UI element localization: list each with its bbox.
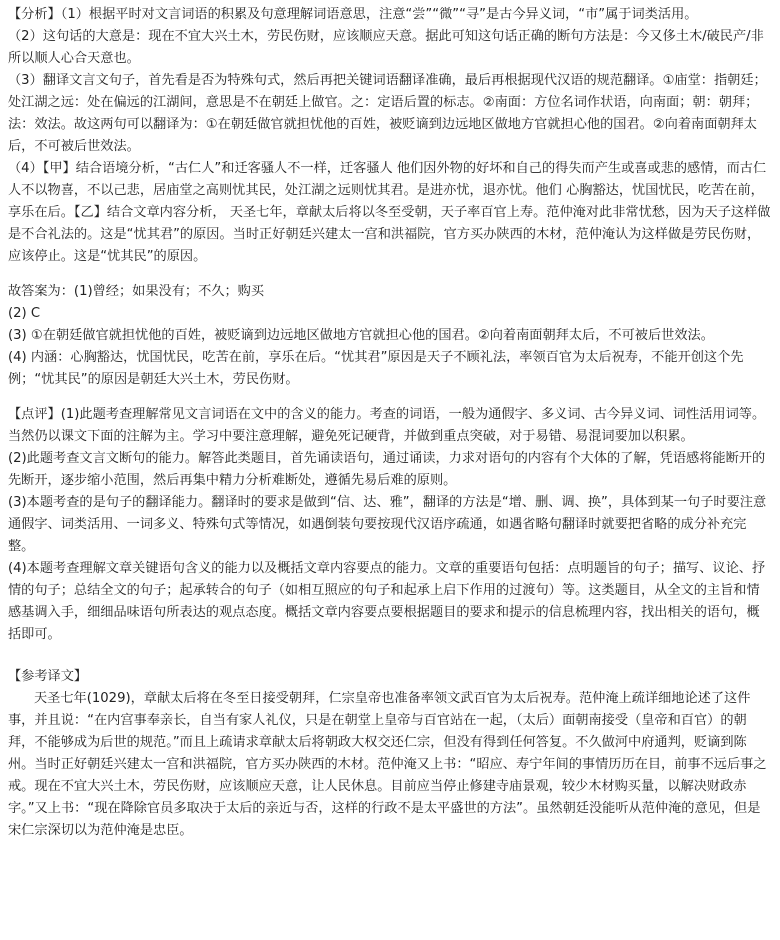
answer-item-4: (4) 内涵：心胸豁达，忧国忧民，吃苦在前，享乐在后。“忧其君”原因是天子不顾礼法，率领百官为太后祝寿，不能开创这个先例；“忧其民”的原因是朝廷大兴土木，劳民伤财。 [8, 350, 744, 387]
analysis-section [8, 4, 772, 268]
answer-item-2: (2) C [8, 306, 41, 321]
answer-item-3: (3) ①在朝廷做官就担忧他的百姓，被贬谪到边远地区做地方官就担心他的国君。②向着南面朝拜太后，不可被后世效法。 [8, 328, 714, 343]
translation-section [8, 666, 772, 842]
translation-body: 天圣七年(1029)，章献太后将在冬至日接受朝拜，仁宗皇帝也准备率领文武百官为太后祝寿。范仲淹上疏详细地论述了这件事，并且说：“在内宫事奉亲长，自当有家人礼仪，只是在朝堂上皇帝与百官站在一起，（太后）面朝南接受（皇帝和百官）的朝拜，不能够成为后世的规范。”而且上疏请求章献太后将朝政大权交还仁宗，但没有得到任何答复。不久做河中府通判，贬谪到陈州。当时正好朝廷兴建太一宫和洪福院，官方买办陕西的木材。范仲淹又上书：“昭应、寿宁年间的事情历历在目，前事不远后事之戒。现在不宜大兴土木，劳民伤财，应该顺应天意，让人民休息。目前应当停止修建寺庙景观，较少木材购买量，以解决财政赤字。”又上书：“现在降除官员多取决于太后的亲近与否，这样的行政不是太平盛世的方法”。虽然朝廷没能听从范仲淹的意见，但是宋仁宗深切以为范仲淹是忠臣。 [8, 691, 767, 838]
analysis-paragraph-3: （3）翻译文言文句子，首先看是否为特殊句式，然后再把关键词语翻译准确，最后再根据现代汉语的规范翻译。①庙堂：指朝廷；处江湖之远：处在偏远的江湖间，意思是不在朝廷上做官。之：定语后置的标志。②南面：方位名词作状语，向南面；朝：朝拜；法：效法。故这两句可以翻译为：①在朝廷做官就担忧他的百姓，被贬谪到边远地区做地方官就担心他的国君。②向着南面朝拜太后，不可被后世效法。 [8, 73, 767, 154]
answer-intro: 故答案为：(1)曾经；如果没有；不久；购买 [8, 284, 265, 299]
comment-paragraph-4: (4)本题考查理解文章关键语句含义的能力以及概括文章内容要点的能力。文章的重要语句包括：点明题旨的句子；描写、议论、抒情的句子；总结全文的句子；起承转合的句子（如相互照应的句子和起承上启下作用的过渡句）等。这类题目，从全文的主旨和情感基调入手，细细品味语句所表达的观点态度。概括文章内容要点要根据题目的要求和提示的信息梳理内容，找出相关的语句，概括即可。 [8, 561, 766, 642]
translation-heading: 【参考译文】 [8, 669, 88, 684]
analysis-heading: 【分析】 [8, 7, 61, 22]
comment-paragraph-1: 【点评】(1)此题考查理解常见文言词语在文中的含义的能力。考查的词语，一般为通假字、多义词、古今异义词、词性活用词等。当然仍以课文下面的注解为主。学习中要注意理解，避免死记硬背，并做到重点突破，对于易错、易混词要加以积累。 [8, 407, 766, 444]
comment-paragraph-3: (3)本题考查的是句子的翻译能力。翻译时的要求是做到“信、达、雅”，翻译的方法是“增、删、调、换”，具体到某一句子时要注意通假字、词类活用、一词多义、特殊句式等情况，如遇倒装句要按现代汉语序疏通，如遇省略句翻译时就要把省略的成分补充完整。 [8, 495, 767, 554]
analysis-paragraph-4: （4）【甲】结合语境分析，“古仁人”和迁客骚人不一样，迁客骚人 他们因外物的好坏和自己的得失而产生或喜或悲的感情，而古仁人不以物喜，不以己悲，居庙堂之高则忧其民，处江湖之远则忧其君。是进亦忧，退亦忧。他们 心胸豁达，忧国忧民，吃苦在前，享乐在后。【乙】结合文章内容分析， 天圣七年，章献太后将以冬至受朝，天子率百官上寿。范仲淹对此非常忧愁，因为天子这样做是不合礼法的。这是“忧其君”的原因。当时正好朝廷兴建太一宫和洪福院，官方买办陕西的木材，范仲淹认为这样做是劳民伤财，应该停止。这是“忧其民”的原因。 [8, 161, 771, 264]
answer-section [8, 281, 772, 391]
analysis-paragraph-2: （2）这句话的大意是：现在不宜大兴土木，劳民伤财，应该顺应天意。据此可知这句话正确的断句方法是：今又侈土木/破民产/非所以顺人心合天意也。 [8, 29, 764, 66]
comment-section [8, 404, 772, 646]
analysis-paragraph-1: 【分析】（1）根据平时对文言词语的积累及句意理解词语意思，注意“尝”“微”“寻”是古今异义词，“市”属于词类活用。 [8, 7, 698, 22]
comment-paragraph-2: (2)此题考查文言文断句的能力。解答此类题目，首先诵读语句，通过诵读，力求对语句的内容有个大体的了解，凭语感将能断开的先断开，逐步缩小范围，然后再集中精力分析难断处，遵循先易后难的原则。 [8, 451, 766, 488]
